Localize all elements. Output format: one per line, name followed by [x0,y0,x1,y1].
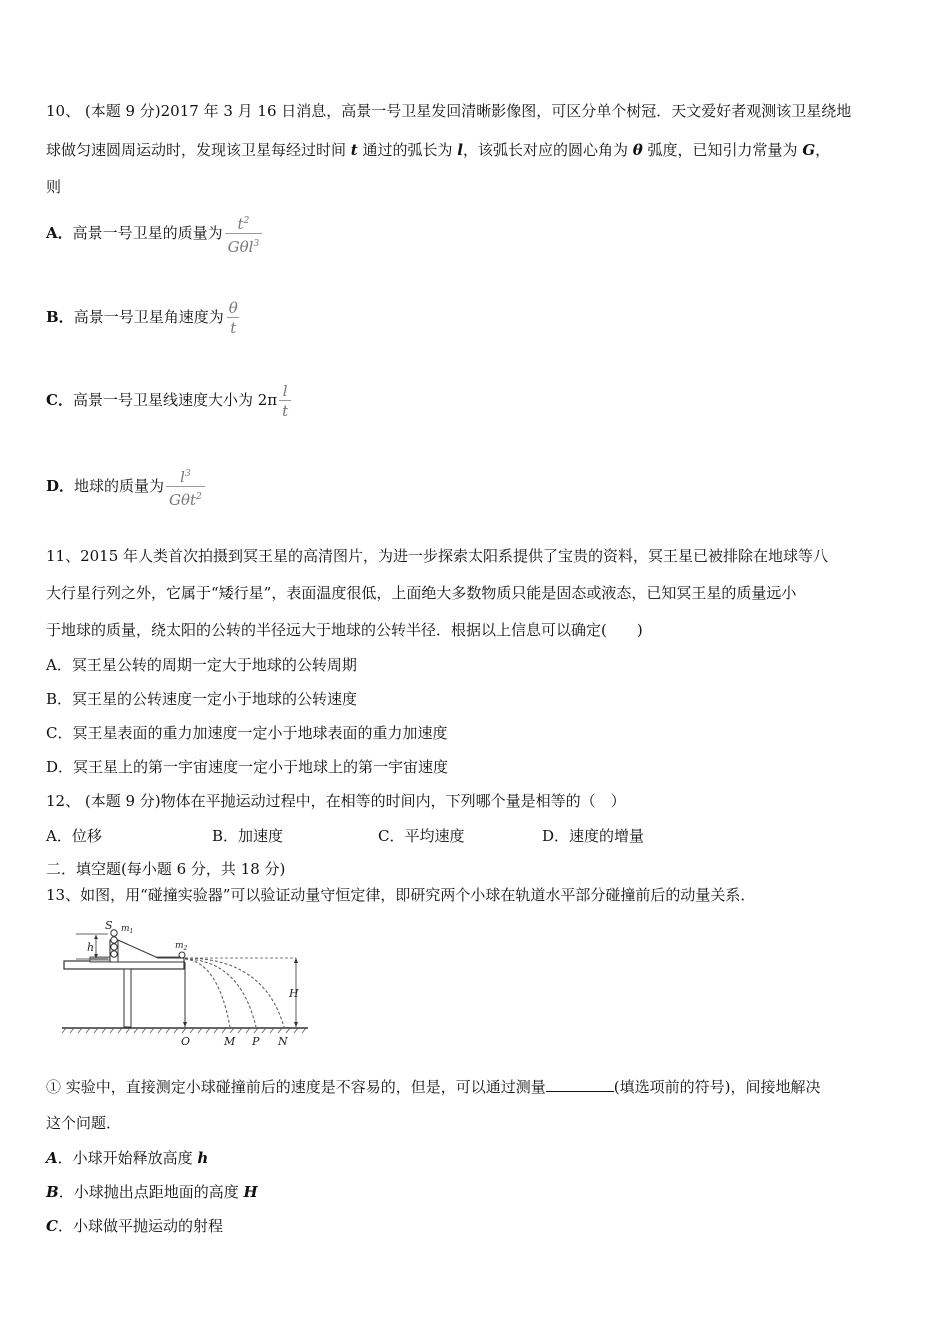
collision-experiment-figure [58,918,320,1048]
q13-option-a: A．小球开始释放高度 h [46,1149,209,1167]
q10-option-c-fraction: $\frac{l}{t}$ [279,382,291,420]
q13-line1: 13、如图，用“碰撞实验器”可以验证动量守恒定律，即研究两个小球在轨道水平部分碰撞前后的动量关系． [46,886,756,904]
label-m1: $m_1$ [121,924,134,935]
q13-option-b: B．小球抛出点距地面的高度 H [46,1183,258,1201]
q10-option-a: A．高景一号卫星的质量为 $\frac{t^2}{G\theta l^3}$ [46,212,262,256]
chute-track [110,940,184,962]
q10-option-d-fraction: $\frac{l^3}{G\theta t^2}$ [166,465,205,509]
label-P: P [252,1035,260,1048]
q11-option-a: A．冥王星公转的周期一定大于地球的公转周期 [46,656,357,674]
q11-option-b: B．冥王星的公转速度一定小于地球的公转速度 [46,690,358,708]
q10-line2: 球做匀速圆周运动时，发现该卫星每经过时间 t 通过的弧长为 l，该弧长对应的圆心角为 θ 弧度，已知引力常量为 G， [46,141,831,159]
q13-sub1-line2: 这个问题． [46,1114,122,1132]
label-O: O [181,1035,191,1048]
table-leg [124,969,131,1027]
q12-option-c: C．平均速度 [378,827,465,845]
section-heading: 二．填空题(每小题 6 分，共 18 分) [46,860,286,878]
q11-option-d: D．冥王星上的第一宇宙速度一定小于地球上的第一宇宙速度 [46,758,449,776]
label-H: H [289,987,299,1000]
q11-option-c: C．冥王星表面的重力加速度一定小于地球表面的重力加速度 [46,724,448,742]
q10-line3: 则 [46,178,62,196]
q12-option-b: B．加速度 [212,827,284,845]
ground-hatch [62,1028,306,1033]
q12-option-a: A．位移 [46,827,102,845]
label-m2: $m_2$ [175,941,188,952]
q13-option-c: C．小球做平抛运动的射程 [46,1217,223,1235]
q11-line1: 11、2015 年人类首次拍摄到冥王星的高清图片，为进一步探索太阳系提供了宝贵的资料，冥王星已被排除在地球等八 [46,547,829,565]
q10-option-d: D．地球的质量为 $\frac{l^3}{G\theta t^2}$ [46,465,205,509]
q11-line2: 大行星行列之外，它属于“矮行星”，表面温度很低，上面绝大多数物质只能是固态或液态，已知冥王星的质量远小 [46,584,797,602]
label-h: h [87,941,95,954]
answer-blank[interactable] [546,1076,614,1092]
q13-sub1-line1: ① 实验中，直接测定小球碰撞前后的速度是不容易的，但是，可以通过测量 (填选项前的符号)，间接地解决 [46,1078,821,1096]
trajectory-N [185,958,284,1027]
q10-line1: 10、 (本题 9 分)2017 年 3 月 16 日消息，高景一号卫星发回清晰影像图，可区分单个树冠．天文爱好者观测该卫星绕地 [46,102,852,120]
label-S: S [105,919,113,932]
label-N: N [278,1035,288,1048]
q10-option-c: C．高景一号卫星线速度大小为 2π $\frac{l}{t}$ [46,380,291,420]
q12-option-d: D．速度的增量 [542,827,645,845]
q12-line1: 12、 (本题 9 分)物体在平抛运动过程中，在相等的时间内，下列哪个量是相等的（ ） [46,792,626,810]
q10-option-a-fraction: $\frac{t^2}{G\theta l^3}$ [225,212,263,256]
q10-option-b: B．高景一号卫星角速度为 $\frac{\theta}{t}$ [46,297,241,337]
q10-option-b-fraction: $\frac{\theta}{t}$ [228,299,238,337]
trajectory-M [185,959,230,1027]
label-M: M [224,1035,236,1048]
q11-line3: 于地球的质量，绕太阳的公转的半径远大于地球的公转半径．根据以上信息可以确定( ) [46,621,643,639]
ball-m2 [179,952,185,958]
